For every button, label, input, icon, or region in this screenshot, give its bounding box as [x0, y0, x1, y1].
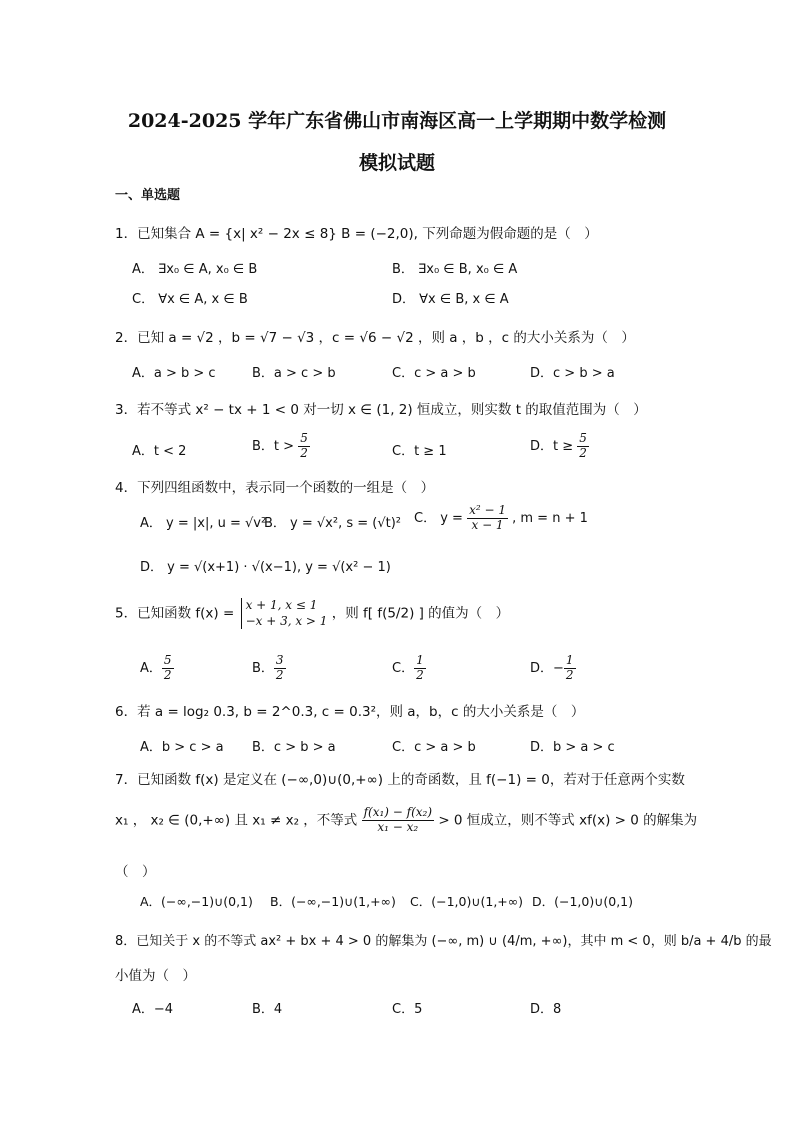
question-8-option-d: D．8 [530, 1002, 562, 1017]
fraction-denominator: x − 1 [471, 517, 504, 532]
question-2-option-b: B．a > c > b [252, 366, 336, 381]
question-4-option-c-prefix: C． y = [414, 510, 463, 526]
question-6-option-b: B．c > b > a [252, 740, 336, 755]
question-6-option-d: D．b > a > c [530, 740, 615, 755]
fraction-denominator: 2 [565, 667, 574, 682]
question-5-stem-prefix: 5．已知函数 f(x) = [115, 605, 235, 622]
question-6-option-c: C．c > a > b [392, 740, 476, 755]
question-5-option-d [530, 654, 576, 683]
question-5-option-a [140, 654, 174, 683]
fraction-numerator: 1 [565, 653, 574, 667]
question-4-stem: 4．下列四组函数中，表示同一个函数的一组是（ ） [115, 480, 435, 496]
fraction-numerator: 5 [300, 431, 308, 445]
question-7-option-d: D．(−1,0)∪(0,1) [532, 894, 634, 909]
fraction-numerator: x² − 1 [469, 503, 506, 517]
question-4-option-c-suffix: , m = n + 1 [512, 510, 588, 526]
fraction-denominator: 2 [579, 445, 587, 460]
question-8-option-a: A．−4 [132, 1002, 174, 1017]
question-5-stem-suffix: ，则 f[ f(5/2) ] 的值为（ ） [331, 605, 510, 622]
question-5-option-c [392, 654, 426, 683]
question-7-line-2-prefix: x₁ ， x₂ ∈ (0,+∞) 且 x₁ ≠ x₂ ，不等式 [115, 812, 358, 829]
fraction-denominator: 2 [275, 667, 284, 682]
question-3-option-d-fraction [577, 432, 589, 461]
question-4-option-d: D． y = √(x+1) · √(x−1), y = √(x² − 1) [140, 560, 391, 575]
question-3-option-d-prefix: D．t ≥ [530, 438, 574, 454]
question-7-option-b: B．(−∞,−1)∪(1,+∞) [270, 894, 396, 909]
fraction-numerator: 1 [416, 653, 424, 667]
question-6-stem: 6．若 a = log₂ 0.3, b = 2^0.3, c = 0.3²，则 a，b，c 的大小关系是（ ） [115, 704, 585, 720]
fraction-denominator: 2 [416, 667, 424, 682]
question-2-option-a: A．a > b > c [132, 366, 216, 381]
fraction-denominator: 2 [300, 445, 308, 460]
question-7-fraction [362, 806, 434, 835]
question-5-option-d-fraction [564, 654, 576, 683]
exam-title-line1: 2024-2025 学年广东省佛山市南海区高一上学期期中数学检测 [127, 110, 667, 132]
question-5-option-b [252, 654, 286, 683]
question-5-option-b-fraction [274, 654, 286, 683]
question-5-option-c-fraction [414, 654, 426, 683]
question-5-stem [115, 598, 509, 629]
piecewise-case-2: −x + 3, x > 1 [245, 613, 328, 628]
question-2-option-c: C．c > a > b [392, 366, 476, 381]
section-heading: 一、单选题 [115, 188, 181, 203]
question-7-line-3: （ ） [115, 864, 156, 880]
question-2-stem: 2．已知 a = √2 ，b = √7 − √3 ，c = √6 − √2 ，则 a ，b ，c 的大小关系为（ ） [115, 330, 635, 346]
question-5-option-a-fraction [162, 654, 174, 683]
question-4-option-c-fraction [467, 504, 508, 533]
question-1-stem: 1．已知集合 A = {x| x² − 2x ≤ 8} B = (−2,0), 下列命题为假命题的是（ ） [115, 226, 598, 242]
question-4-option-b: B． y = √x², s = (√t)² [264, 516, 402, 531]
question-3-option-b-fraction [298, 432, 310, 461]
question-3-option-b [252, 432, 310, 461]
fraction-denominator: x₁ − x₂ [377, 819, 419, 834]
question-8-line-2: 小值为（ ） [115, 968, 196, 984]
question-2-option-d: D．c > b > a [530, 366, 615, 381]
question-1-option-b: B． ∃x₀ ∈ B, x₀ ∈ A [392, 262, 518, 277]
question-3-option-b-prefix: B．t > [252, 438, 295, 454]
fraction-numerator: 3 [275, 653, 284, 667]
question-3-option-a: A．t < 2 [132, 444, 187, 459]
exam-title-line2: 模拟试题 [358, 152, 435, 174]
question-4-option-c [414, 504, 588, 533]
option-label: D．− [530, 660, 564, 676]
question-7-line-2-suffix: > 0 恒成立，则不等式 xf(x) > 0 的解集为 [438, 812, 698, 829]
piecewise-case-1: x + 1, x ≤ 1 [245, 598, 318, 612]
option-label: B． [252, 660, 274, 676]
question-7-option-a: A．(−∞,−1)∪(0,1) [140, 894, 253, 909]
question-7-line-1: 7．已知函数 f(x) 是定义在 (−∞,0)∪(0,+∞) 上的奇函数，且 f(−1) = 0，若对于任意两个实数 [115, 772, 685, 788]
fraction-numerator: f(x₁) − f(x₂) [363, 805, 433, 819]
question-3-option-c: C．t ≥ 1 [392, 444, 447, 459]
question-1-option-a: A． ∃x₀ ∈ A, x₀ ∈ B [132, 262, 258, 277]
piecewise-cases [241, 598, 328, 629]
option-label: C． [392, 660, 415, 676]
question-3-stem: 3．若不等式 x² − tx + 1 < 0 对一切 x ∈ (1, 2) 恒成立，则实数 t 的取值范围为（ ） [115, 402, 647, 418]
question-6-option-a: A．b > c > a [140, 740, 224, 755]
question-8-option-b: B．4 [252, 1002, 283, 1017]
fraction-denominator: 2 [163, 667, 172, 682]
fraction-numerator: 5 [163, 653, 172, 667]
option-label: A． [140, 660, 162, 676]
question-4-option-a: A． y = |x|, u = √v² [140, 516, 267, 531]
question-7-line-2 [115, 806, 697, 835]
question-7-option-c: C．(−1,0)∪(1,+∞) [410, 894, 524, 909]
question-8-option-c: C．5 [392, 1002, 423, 1017]
question-3-option-d [530, 432, 589, 461]
question-1-option-d: D． ∀x ∈ B, x ∈ A [392, 292, 509, 307]
question-1-option-c: C． ∀x ∈ A, x ∈ B [132, 292, 248, 307]
fraction-numerator: 5 [579, 431, 587, 445]
question-8-line-1: 8．已知关于 x 的不等式 ax² + bx + 4 > 0 的解集为 (−∞, m) ∪ (4/m, +∞)，其中 m < 0，则 b/a + 4/b 的最 [115, 934, 772, 949]
